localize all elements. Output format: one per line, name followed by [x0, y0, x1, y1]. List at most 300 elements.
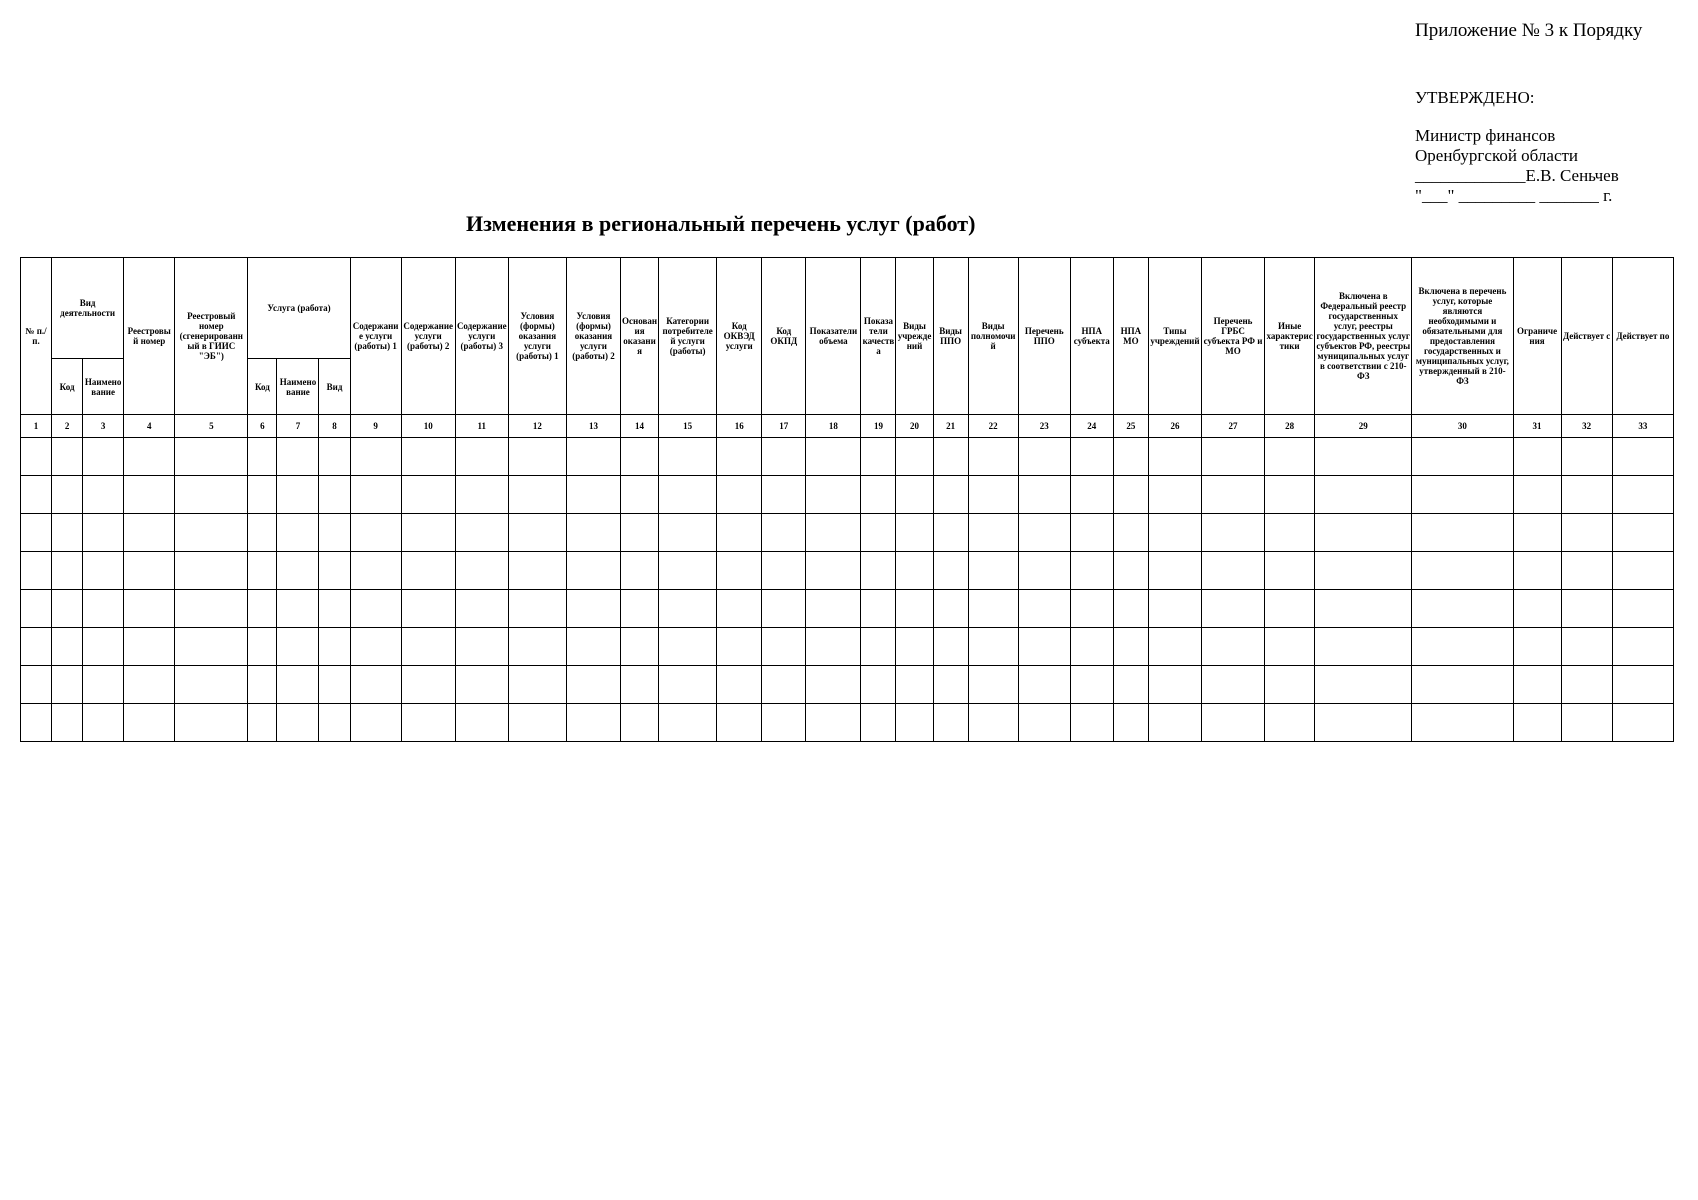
column-number-cell: 13 [566, 415, 620, 438]
col-header-8: Вид [319, 359, 350, 415]
table-cell [1561, 552, 1612, 590]
col-header-6: Код [248, 359, 277, 415]
table-cell [1070, 476, 1113, 514]
col-header-33: Действует по [1612, 258, 1673, 415]
table-cell [21, 438, 52, 476]
position-line-2: Оренбургской области [1415, 146, 1579, 165]
table-cell [621, 666, 659, 704]
table-cell [621, 704, 659, 742]
table-cell [659, 552, 717, 590]
column-number-cell: 9 [350, 415, 401, 438]
table-cell [717, 476, 762, 514]
table-row [21, 628, 1674, 666]
approved-label: УТВЕРЖДЕНО: [1415, 88, 1535, 107]
table-cell [659, 628, 717, 666]
table-cell [1315, 704, 1412, 742]
table-cell [83, 476, 124, 514]
table-cell [933, 552, 968, 590]
table-cell [248, 590, 277, 628]
table-cell [806, 438, 861, 476]
table-cell [52, 514, 83, 552]
table-cell [175, 552, 248, 590]
table-cell [659, 704, 717, 742]
column-number-cell: 4 [124, 415, 175, 438]
document-title: Изменения в региональный перечень услуг (работ) [466, 211, 976, 236]
appendix-label: Приложение № 3 к Порядку [1415, 20, 1643, 41]
col-header-24: НПА субъекта [1070, 258, 1113, 415]
column-number-cell: 25 [1113, 415, 1148, 438]
table-cell [1513, 666, 1561, 704]
table-cell [1148, 438, 1201, 476]
table-cell [52, 552, 83, 590]
table-cell [896, 438, 933, 476]
col-header-32: Действует с [1561, 258, 1612, 415]
table-cell [861, 704, 896, 742]
table-cell [1070, 666, 1113, 704]
table-cell [248, 628, 277, 666]
table-cell [1412, 590, 1513, 628]
table-cell [861, 590, 896, 628]
table-row [21, 552, 1674, 590]
table-cell [248, 476, 277, 514]
position-line-1: Министр финансов [1415, 126, 1556, 145]
table-row [21, 438, 1674, 476]
table-cell [21, 704, 52, 742]
signature-line: _____________Е.В. Сеньчев [1415, 166, 1619, 185]
table-cell [1265, 666, 1315, 704]
table-cell [621, 628, 659, 666]
table-cell [1201, 476, 1264, 514]
table-cell [508, 552, 566, 590]
table-cell [1265, 628, 1315, 666]
col-header-28: Иные характеристики [1265, 258, 1315, 415]
table-cell [861, 666, 896, 704]
table-cell [1201, 628, 1264, 666]
table-cell [1070, 514, 1113, 552]
table-cell [566, 552, 620, 590]
table-cell [124, 476, 175, 514]
table-cell [455, 514, 508, 552]
column-number-row [21, 415, 1674, 438]
table-cell [717, 590, 762, 628]
table-cell [1513, 514, 1561, 552]
services-change-table [20, 257, 1674, 742]
table-cell [717, 666, 762, 704]
column-number-cell: 24 [1070, 415, 1113, 438]
table-cell [1561, 666, 1612, 704]
table-cell [1612, 590, 1673, 628]
table-cell [806, 476, 861, 514]
table-cell [1513, 628, 1561, 666]
column-number-cell: 26 [1148, 415, 1201, 438]
table-cell [1070, 438, 1113, 476]
table-cell [861, 514, 896, 552]
table-cell [1612, 628, 1673, 666]
table-cell [350, 514, 401, 552]
table-cell [1612, 552, 1673, 590]
table-cell [1265, 514, 1315, 552]
table-cell [248, 666, 277, 704]
table-row [21, 666, 1674, 704]
table-cell [621, 438, 659, 476]
table-cell [1561, 628, 1612, 666]
table-cell [566, 476, 620, 514]
table-cell [933, 514, 968, 552]
table-cell [896, 704, 933, 742]
approval-block [1415, 88, 1619, 206]
table-cell [124, 552, 175, 590]
table-cell [277, 514, 319, 552]
col-header-20: Виды учреждений [896, 258, 933, 415]
table-cell [1018, 476, 1070, 514]
col-header-5: Реестровый номер (сгенерированный в ГИИС "ЭБ") [175, 258, 248, 415]
table-cell [1113, 514, 1148, 552]
table-cell [762, 438, 806, 476]
table-cell [1070, 590, 1113, 628]
table-cell [401, 704, 455, 742]
col-header-9: Содержание услуги (работы) 1 [350, 258, 401, 415]
col-header-12: Условия (формы) оказания услуги (работы) 1 [508, 258, 566, 415]
col-header-7: Наименование [277, 359, 319, 415]
table-cell [1412, 704, 1513, 742]
table-cell [566, 704, 620, 742]
table-cell [1412, 514, 1513, 552]
table-cell [968, 666, 1018, 704]
table-cell [861, 628, 896, 666]
table-cell [1018, 438, 1070, 476]
table-cell [659, 476, 717, 514]
col-header-activity: Вид деятельности [52, 258, 124, 359]
column-number-cell: 22 [968, 415, 1018, 438]
table-cell [1561, 590, 1612, 628]
table-cell [350, 628, 401, 666]
table-cell [248, 514, 277, 552]
table-row [21, 590, 1674, 628]
column-number-cell: 2 [52, 415, 83, 438]
table-cell [1265, 590, 1315, 628]
table-cell [762, 514, 806, 552]
table-cell [566, 514, 620, 552]
table-cell [21, 476, 52, 514]
table-cell [717, 628, 762, 666]
table-cell [1148, 552, 1201, 590]
table-cell [248, 552, 277, 590]
column-number-cell: 8 [319, 415, 350, 438]
table-cell [1018, 628, 1070, 666]
table-cell [52, 438, 83, 476]
table-cell [124, 438, 175, 476]
table-cell [717, 552, 762, 590]
table-cell [83, 666, 124, 704]
table-cell [1513, 590, 1561, 628]
table-cell [1315, 476, 1412, 514]
table-cell [861, 476, 896, 514]
table-cell [455, 438, 508, 476]
table-cell [1265, 552, 1315, 590]
table-cell [83, 552, 124, 590]
table-cell [1148, 666, 1201, 704]
table-cell [1561, 514, 1612, 552]
table-cell [21, 590, 52, 628]
table-cell [175, 476, 248, 514]
column-number-cell: 33 [1612, 415, 1673, 438]
table-cell [762, 476, 806, 514]
col-header-17: Код ОКПД [762, 258, 806, 415]
table-cell [508, 590, 566, 628]
col-header-13: Условия (формы) оказания услуги (работы) 2 [566, 258, 620, 415]
table-cell [1018, 590, 1070, 628]
table-cell [21, 666, 52, 704]
table-cell [968, 704, 1018, 742]
table-cell [175, 704, 248, 742]
column-number-cell: 15 [659, 415, 717, 438]
table-cell [1513, 476, 1561, 514]
table-cell [83, 628, 124, 666]
table-cell [1148, 476, 1201, 514]
table-cell [277, 438, 319, 476]
col-header-19: Показатели качества [861, 258, 896, 415]
table-cell [762, 628, 806, 666]
col-header-15: Категории потребителей услуги (работы) [659, 258, 717, 415]
table-cell [248, 704, 277, 742]
table-cell [83, 590, 124, 628]
table-cell [1561, 438, 1612, 476]
header-row [21, 258, 1674, 359]
column-number-cell: 20 [896, 415, 933, 438]
table-cell [277, 628, 319, 666]
table-row [21, 476, 1674, 514]
table-row [21, 704, 1674, 742]
column-number-cell: 29 [1315, 415, 1412, 438]
table-cell [21, 552, 52, 590]
col-header-21: Виды ППО [933, 258, 968, 415]
table-cell [1265, 438, 1315, 476]
col-header-service: Услуга (работа) [248, 258, 350, 359]
table-cell [933, 704, 968, 742]
table-cell [1612, 476, 1673, 514]
table-cell [968, 438, 1018, 476]
table-cell [1201, 552, 1264, 590]
column-number-cell: 30 [1412, 415, 1513, 438]
table-cell [1148, 590, 1201, 628]
table-cell [1148, 704, 1201, 742]
col-header-16: Код ОКВЭД услуги [717, 258, 762, 415]
table-cell [21, 628, 52, 666]
table-cell [896, 552, 933, 590]
column-number-cell: 3 [83, 415, 124, 438]
table-cell [968, 628, 1018, 666]
table-cell [806, 514, 861, 552]
table-cell [1412, 666, 1513, 704]
col-header-2: Код [52, 359, 83, 415]
table-cell [1113, 438, 1148, 476]
column-number-cell: 16 [717, 415, 762, 438]
table-cell [455, 704, 508, 742]
table-cell [1315, 438, 1412, 476]
column-number-cell: 6 [248, 415, 277, 438]
table-cell [350, 552, 401, 590]
table-cell [1070, 704, 1113, 742]
table-body [21, 438, 1674, 742]
column-number-cell: 7 [277, 415, 319, 438]
column-number-cell: 31 [1513, 415, 1561, 438]
column-number-cell: 5 [175, 415, 248, 438]
table-cell [1018, 552, 1070, 590]
table-cell [933, 476, 968, 514]
table-cell [508, 476, 566, 514]
table-cell [659, 590, 717, 628]
column-number-cell: 17 [762, 415, 806, 438]
table-cell [350, 704, 401, 742]
col-header-23: Перечень ППО [1018, 258, 1070, 415]
table-cell [1315, 666, 1412, 704]
col-header-3: Наименование [83, 359, 124, 415]
table-cell [1412, 438, 1513, 476]
table-cell [401, 628, 455, 666]
table-cell [861, 552, 896, 590]
table-cell [277, 666, 319, 704]
table-cell [83, 438, 124, 476]
table-cell [762, 552, 806, 590]
table-cell [319, 438, 350, 476]
table-cell [350, 476, 401, 514]
table-cell [1201, 590, 1264, 628]
table-cell [1018, 514, 1070, 552]
table-cell [933, 590, 968, 628]
table-cell [21, 514, 52, 552]
table-cell [621, 590, 659, 628]
table-cell [401, 514, 455, 552]
table-cell [1113, 476, 1148, 514]
col-header-10: Содержание услуги (работы) 2 [401, 258, 455, 415]
table-cell [1612, 514, 1673, 552]
table-cell [1201, 704, 1264, 742]
table-cell [1513, 704, 1561, 742]
table-cell [175, 666, 248, 704]
column-number-cell: 11 [455, 415, 508, 438]
table-cell [1561, 704, 1612, 742]
table-cell [1561, 476, 1612, 514]
table-cell [762, 666, 806, 704]
table-cell [508, 628, 566, 666]
table-cell [1201, 666, 1264, 704]
table-cell [968, 476, 1018, 514]
table-cell [1070, 552, 1113, 590]
table-cell [933, 666, 968, 704]
table-cell [319, 514, 350, 552]
column-number-cell: 10 [401, 415, 455, 438]
table-cell [175, 514, 248, 552]
col-header-27: Перечень ГРБС субъекта РФ и МО [1201, 258, 1264, 415]
table-cell [124, 704, 175, 742]
column-number-cell: 23 [1018, 415, 1070, 438]
table-cell [124, 666, 175, 704]
column-number-cell: 1 [21, 415, 52, 438]
table-cell [806, 666, 861, 704]
table-cell [83, 514, 124, 552]
table-cell [566, 666, 620, 704]
table-cell [508, 704, 566, 742]
table-cell [248, 438, 277, 476]
table-cell [175, 438, 248, 476]
table-cell [968, 552, 1018, 590]
table-row [21, 514, 1674, 552]
table-cell [1412, 552, 1513, 590]
table-cell [762, 704, 806, 742]
table-cell [1201, 438, 1264, 476]
table-cell [1265, 704, 1315, 742]
table-cell [1018, 704, 1070, 742]
table-cell [806, 590, 861, 628]
table-cell [1612, 438, 1673, 476]
table-cell [896, 666, 933, 704]
table-cell [401, 438, 455, 476]
table-cell [401, 590, 455, 628]
table-cell [277, 552, 319, 590]
table-cell [806, 628, 861, 666]
table-cell [659, 438, 717, 476]
table-cell [52, 704, 83, 742]
table-cell [659, 514, 717, 552]
table-cell [968, 590, 1018, 628]
table-cell [319, 552, 350, 590]
table-cell [806, 552, 861, 590]
table-cell [621, 514, 659, 552]
col-header-31: Ограничения [1513, 258, 1561, 415]
col-header-22: Виды полномочий [968, 258, 1018, 415]
table-cell [455, 476, 508, 514]
table-cell [175, 628, 248, 666]
table-cell [1113, 628, 1148, 666]
table-cell [659, 666, 717, 704]
table-cell [717, 704, 762, 742]
table-cell [1018, 666, 1070, 704]
table-cell [566, 628, 620, 666]
table-cell [933, 628, 968, 666]
table-cell [52, 666, 83, 704]
column-number-cell: 14 [621, 415, 659, 438]
table-cell [455, 590, 508, 628]
table-cell [350, 590, 401, 628]
table-cell [52, 628, 83, 666]
table-cell [1513, 552, 1561, 590]
table-cell [319, 704, 350, 742]
table-cell [508, 438, 566, 476]
table-cell [1412, 628, 1513, 666]
table-cell [277, 704, 319, 742]
col-header-26: Типы учреждений [1148, 258, 1201, 415]
table-cell [621, 552, 659, 590]
col-header-11: Содержание услуги (работы) 3 [455, 258, 508, 415]
table-cell [933, 438, 968, 476]
table-cell [762, 590, 806, 628]
table-cell [401, 666, 455, 704]
table-cell [1315, 514, 1412, 552]
col-header-30: Включена в перечень услуг, которые являются необходимыми и обязательными для предоставления государственных и муниципальных услуг, утвержденный в 210-ФЗ [1412, 258, 1513, 415]
table-cell [1412, 476, 1513, 514]
col-header-25: НПА МО [1113, 258, 1148, 415]
table-cell [1612, 704, 1673, 742]
table-cell [455, 628, 508, 666]
table-cell [1315, 628, 1412, 666]
table-cell [319, 628, 350, 666]
table-cell [1113, 666, 1148, 704]
table-cell [1265, 476, 1315, 514]
table-cell [83, 704, 124, 742]
table-cell [1612, 666, 1673, 704]
table-cell [508, 514, 566, 552]
col-header-18: Показатели объема [806, 258, 861, 415]
